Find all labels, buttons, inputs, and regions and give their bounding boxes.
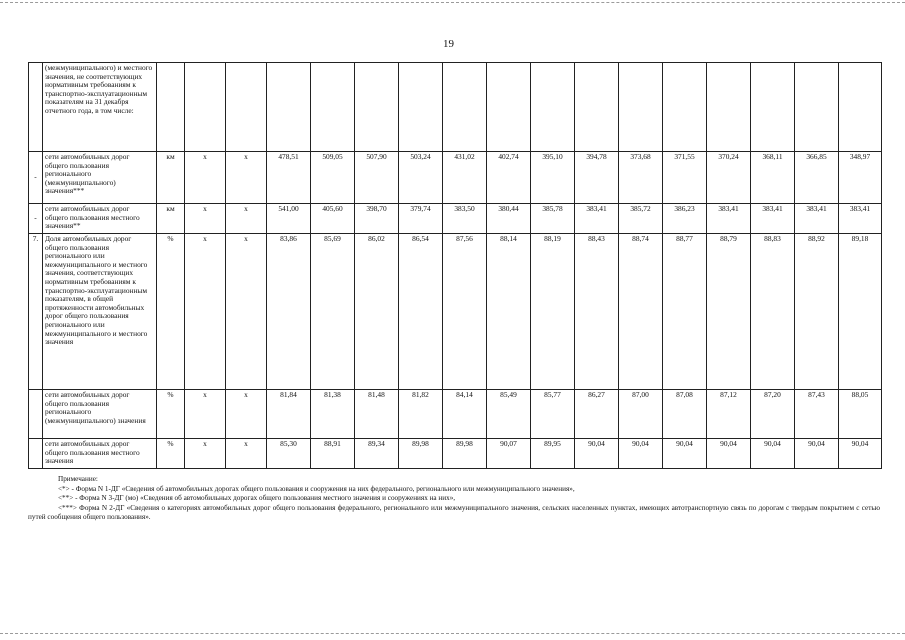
value-cell [311, 63, 355, 152]
value-cell: 431,02 [443, 152, 487, 204]
value-cell: 85,69 [311, 234, 355, 390]
row-number [29, 63, 43, 152]
value-cell: 81,84 [267, 390, 311, 439]
value-cell: 88,83 [751, 234, 795, 390]
value-cell: 507,90 [355, 152, 399, 204]
table-row [29, 390, 882, 439]
base-value-cell [185, 63, 226, 152]
value-cell: 509,05 [311, 152, 355, 204]
table-row [29, 439, 882, 469]
value-cell: 368,11 [751, 152, 795, 204]
row-description: сети автомобильных дорог общего пользования местного значения** [43, 204, 157, 234]
value-cell: 90,04 [795, 439, 839, 469]
value-cell: 87,43 [795, 390, 839, 439]
target-value-cell: х [226, 390, 267, 439]
value-cell [443, 63, 487, 152]
base-value-cell: х [185, 234, 226, 390]
value-cell: 386,23 [663, 204, 707, 234]
note-form-3dg: <**> - Форма N 3-ДГ (мо) «Сведения об автомобильных дорогах общего пользования местного значения и сооружениях на них», [58, 494, 456, 503]
target-value-cell [226, 63, 267, 152]
value-cell [619, 63, 663, 152]
value-cell: 88,92 [795, 234, 839, 390]
value-cell: 87,12 [707, 390, 751, 439]
base-value-cell: х [185, 152, 226, 204]
base-value-cell: х [185, 439, 226, 469]
value-cell: 90,04 [707, 439, 751, 469]
row-description: сети автомобильных дорог общего пользования местного значения [43, 439, 157, 469]
value-cell: 383,41 [795, 204, 839, 234]
value-cell [531, 63, 575, 152]
table-row [29, 204, 882, 234]
value-cell: 380,44 [487, 204, 531, 234]
value-cell: 383,50 [443, 204, 487, 234]
target-value-cell: х [226, 234, 267, 390]
value-cell: 89,18 [839, 234, 882, 390]
value-cell: 394,78 [575, 152, 619, 204]
value-cell: 379,74 [399, 204, 443, 234]
target-value-cell: х [226, 152, 267, 204]
value-cell: 87,08 [663, 390, 707, 439]
value-cell [267, 63, 311, 152]
value-cell: 84,14 [443, 390, 487, 439]
value-cell: 89,95 [531, 439, 575, 469]
value-cell: 370,24 [707, 152, 751, 204]
value-cell: 87,20 [751, 390, 795, 439]
value-cell: 371,55 [663, 152, 707, 204]
value-cell [575, 63, 619, 152]
value-cell: 88,19 [531, 234, 575, 390]
value-cell: 541,00 [267, 204, 311, 234]
table-row [29, 152, 882, 204]
scan-edge-bottom [0, 633, 905, 634]
note-form-2dg [28, 504, 880, 523]
value-cell: 88,14 [487, 234, 531, 390]
note-form-1dg: <*> - Форма N 1-ДГ «Сведения об автомобильных дорогах общего пользования и сооружения на них федерального, регионального или межмуниципального значения», [58, 484, 575, 493]
base-value-cell: х [185, 204, 226, 234]
value-cell [663, 63, 707, 152]
row-description: сети автомобильных дорог общего пользования регионального (межмуниципального) значения*** [43, 152, 157, 204]
value-cell: 90,04 [575, 439, 619, 469]
value-cell: 90,04 [751, 439, 795, 469]
row-number [29, 390, 43, 439]
value-cell: 88,77 [663, 234, 707, 390]
value-cell: 405,60 [311, 204, 355, 234]
value-cell: 383,41 [707, 204, 751, 234]
row-number: - [29, 204, 43, 234]
scan-edge-top [0, 2, 905, 3]
row-number: 7. [29, 234, 43, 390]
value-cell: 89,34 [355, 439, 399, 469]
target-value-cell: х [226, 439, 267, 469]
notes-section [28, 475, 880, 523]
value-cell: 86,02 [355, 234, 399, 390]
row-description: (межмуниципального) и местного значения, не соответствующих нормативным требованиям к транспортно-эксплуатационным показателям на 31 декабря отчетного года, в том числе: [43, 63, 157, 152]
unit-cell: % [157, 439, 185, 469]
value-cell: 87,56 [443, 234, 487, 390]
value-cell [839, 63, 882, 152]
value-cell: 81,82 [399, 390, 443, 439]
value-cell: 90,04 [663, 439, 707, 469]
value-cell: 86,54 [399, 234, 443, 390]
value-cell: 85,49 [487, 390, 531, 439]
value-cell: 478,51 [267, 152, 311, 204]
value-cell: 385,72 [619, 204, 663, 234]
table-body [29, 63, 882, 469]
value-cell: 395,10 [531, 152, 575, 204]
value-cell: 88,79 [707, 234, 751, 390]
target-value-cell: х [226, 204, 267, 234]
row-number: - [29, 152, 43, 204]
value-cell: 85,77 [531, 390, 575, 439]
value-cell: 503,24 [399, 152, 443, 204]
unit-cell [157, 63, 185, 152]
value-cell: 81,38 [311, 390, 355, 439]
value-cell [487, 63, 531, 152]
value-cell: 83,86 [267, 234, 311, 390]
indicators-table [28, 62, 882, 469]
value-cell: 90,04 [619, 439, 663, 469]
unit-cell: км [157, 204, 185, 234]
value-cell: 385,78 [531, 204, 575, 234]
row-description: Доля автомобильных дорог общего пользования регионального или межмуниципального и местного значения, соответствующих нормативным требованиям к транспортно-эксплуатационным показателям, в общей протяженности автомобильных дорог общего пользования регионального или межмуниципального и местного значения [43, 234, 157, 390]
table-row [29, 63, 882, 152]
value-cell: 383,41 [575, 204, 619, 234]
value-cell: 90,07 [487, 439, 531, 469]
value-cell: 89,98 [399, 439, 443, 469]
value-cell: 373,68 [619, 152, 663, 204]
value-cell: 348,97 [839, 152, 882, 204]
notes-heading: Примечание: [58, 475, 98, 483]
note-form-2dg-text: <***> Форма N 2-ДГ «Сведения о категориях автомобильных дорог общего пользования федерального, регионального или межмуниципального значения, сельских населенных пунктах, имеющих автотранспортную связь по дорогам с твердым покрытием с сетью путей сообщения общего пользования». [28, 503, 880, 522]
value-cell: 398,70 [355, 204, 399, 234]
row-number [29, 439, 43, 469]
value-cell: 88,74 [619, 234, 663, 390]
table-row [29, 234, 882, 390]
value-cell: 383,41 [751, 204, 795, 234]
value-cell: 90,04 [839, 439, 882, 469]
value-cell [399, 63, 443, 152]
value-cell [355, 63, 399, 152]
unit-cell: км [157, 152, 185, 204]
value-cell: 383,41 [839, 204, 882, 234]
value-cell: 86,27 [575, 390, 619, 439]
value-cell [751, 63, 795, 152]
value-cell: 89,98 [443, 439, 487, 469]
value-cell: 366,85 [795, 152, 839, 204]
unit-cell: % [157, 390, 185, 439]
base-value-cell: х [185, 390, 226, 439]
value-cell: 402,74 [487, 152, 531, 204]
value-cell [795, 63, 839, 152]
value-cell [707, 63, 751, 152]
unit-cell: % [157, 234, 185, 390]
value-cell: 81,48 [355, 390, 399, 439]
value-cell: 88,91 [311, 439, 355, 469]
value-cell: 87,00 [619, 390, 663, 439]
page-number: 19 [443, 38, 454, 50]
value-cell: 85,30 [267, 439, 311, 469]
value-cell: 88,05 [839, 390, 882, 439]
row-description: сети автомобильных дорог общего пользования регионального (межмуниципального) значения [43, 390, 157, 439]
value-cell: 88,43 [575, 234, 619, 390]
